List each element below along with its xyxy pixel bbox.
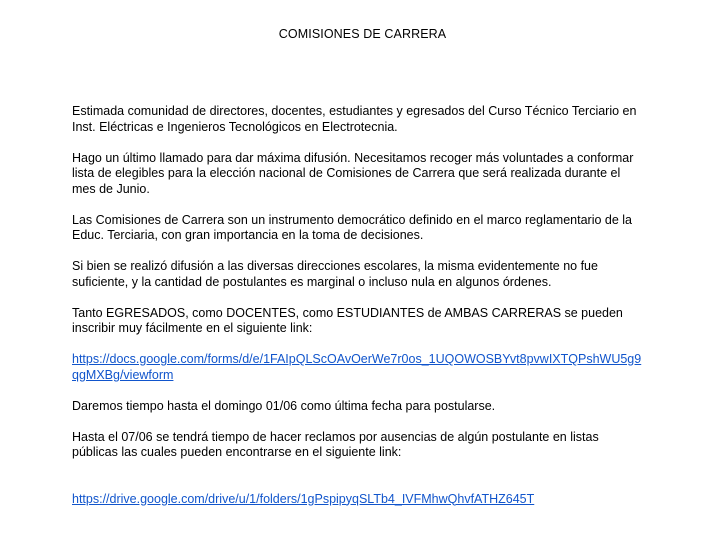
paragraph-claims: Hasta el 07/06 se tendrá tiempo de hacer reclamos por ausencias de algún postulante en listas públicas las cuales pueden encontrarse en el siguiente link: xyxy=(72,429,599,459)
paragraph-enrollment: Tanto EGRESADOS, como DOCENTES, como ESTUDIANTES de AMBAS CARRERAS se pueden inscribir muy fácilmente en el siguiente link: xyxy=(72,305,623,335)
paragraph-diffusion: Si bien se realizó difusión a las diversas direcciones escolares, la misma evidentemente no fue suficiente, y la cantidad de postulantes es marginal o incluso nula en algunos órdenes. xyxy=(72,259,598,289)
form-link-paragraph xyxy=(72,352,647,383)
paragraph-deadline: Daremos tiempo hasta el domingo 01/06 como última fecha para postularse. xyxy=(72,398,496,413)
paragraph-commissions: Las Comisiones de Carrera son un instrumento democrático definido en el marco reglamentario de la Educ. Terciaria, con gran importancia en la toma de decisiones. xyxy=(72,212,633,242)
paragraph-call: Hago un último llamado para dar máxima difusión. Necesitamos recoger más voluntades a conformar lista de elegibles para la elección nacional de Comisiones de Carrera que será realizada durante el mes de Junio. xyxy=(72,150,634,196)
document-body xyxy=(72,104,647,523)
drive-link-paragraph xyxy=(72,492,647,508)
drive-link[interactable]: https://drive.google.com/drive/u/1/folders/1gPspipyqSLTb4_IVFMhwQhvfATHZ645T xyxy=(72,491,535,506)
document-title: COMISIONES DE CARRERA xyxy=(278,27,447,41)
form-link[interactable]: https://docs.google.com/forms/d/e/1FAIpQLScOAvOerWe7r0os_1UQOWOSBYvt8pvwIXTQPshWU5g9qgMXBg/viewform xyxy=(72,352,642,382)
paragraph-greeting: Estimada comunidad de directores, docentes, estudiantes y egresados del Curso Técnico Terciario en Inst. Eléctricas e Ingenieros Tecnológicos en Electrotecnia. xyxy=(72,104,637,134)
